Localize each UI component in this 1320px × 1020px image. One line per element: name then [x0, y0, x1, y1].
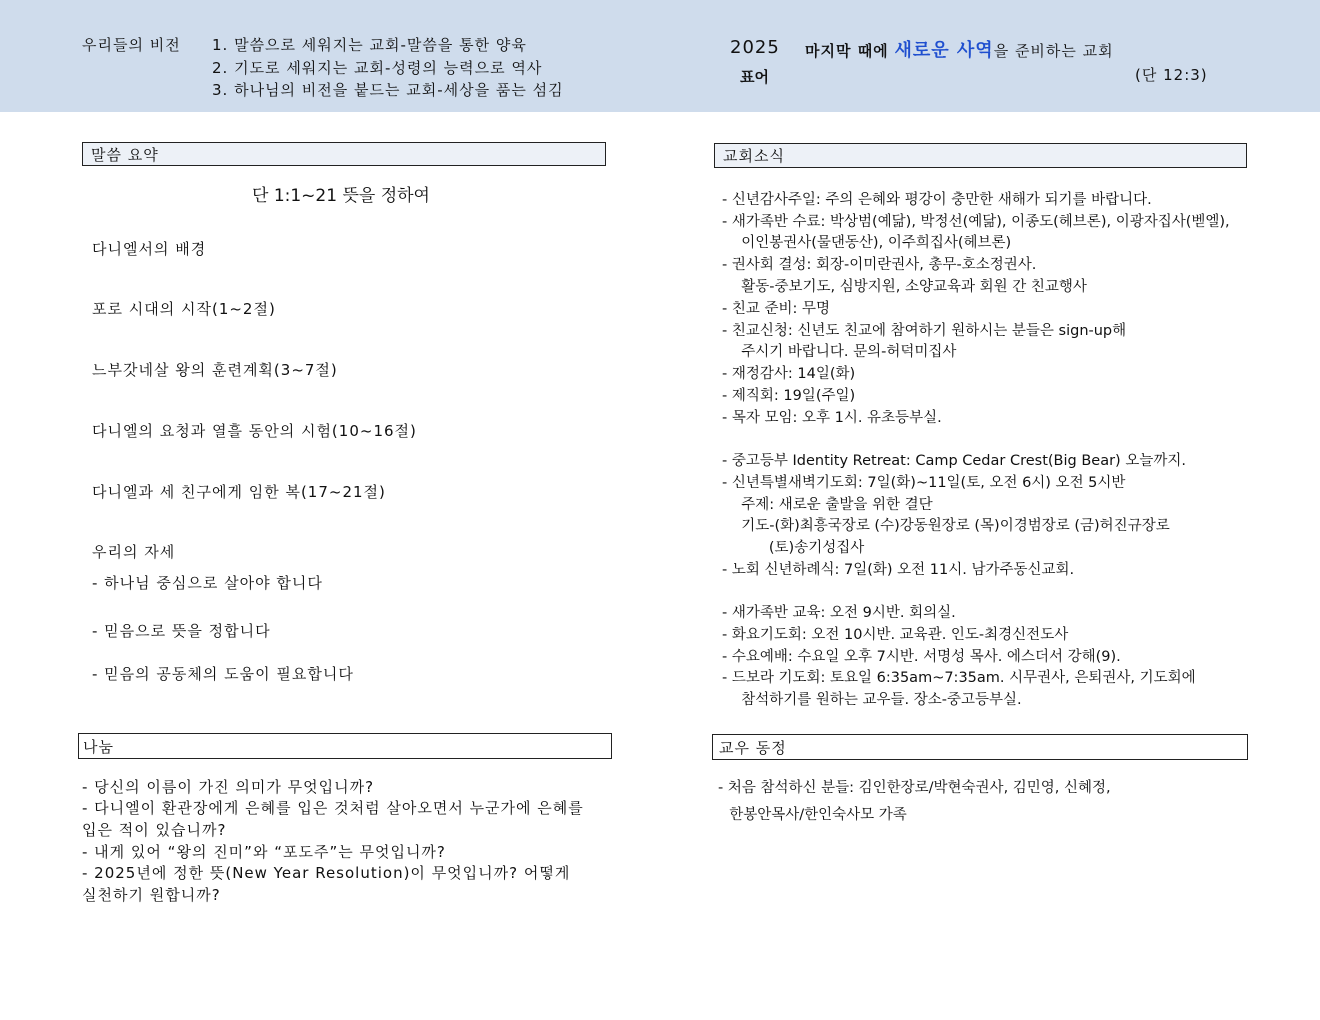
- news-line: - 신년특별새벽기도회: 7일(화)~11일(토, 오전 6시) 오전 5시반: [722, 475, 1126, 491]
- news-line: - 재정감사: 14일(화): [722, 366, 856, 382]
- news-line: - 새가족반 수료: 박상범(예닮), 박정선(예닮), 이종도(헤브론), 이광자집사(벧엘),: [722, 214, 1230, 230]
- sermon-point: 다니엘과 세 친구에게 임한 복(17~21절): [92, 483, 386, 501]
- news-line: - 친교신청: 신년도 친교에 참여하기 원하시는 분들은 sign-up해: [722, 323, 1127, 339]
- members-line: - 처음 참석하신 분들: 김인한장로/박현숙권사, 김민영, 신혜정,: [718, 780, 1111, 796]
- news-line: - 중고등부 Identity Retreat: Camp Cedar Crest(Big Bear) 오늘까지.: [722, 453, 1186, 469]
- news-line: 기도-(화)최흥국장로 (수)강동원장로 (목)이경범장로 (금)허진규장로: [732, 518, 1170, 534]
- attitude-title: 우리의 자세: [92, 543, 176, 561]
- news-line: - 신년감사주일: 주의 은혜와 평강이 충만한 새해가 되기를 바랍니다.: [722, 192, 1152, 208]
- news-line: (토)송기성집사: [732, 540, 865, 556]
- members-section-title: 교우 동정: [712, 734, 1248, 760]
- motto-reference: (단 12:3): [1135, 66, 1208, 84]
- news-line: - 제직회: 19일(주일): [722, 388, 856, 404]
- news-line: - 수요예배: 수요일 오후 7시반. 서명성 목사. 에스더서 강해(9).: [722, 649, 1121, 665]
- sharing-line: 실천하기 원합니까?: [82, 886, 221, 904]
- sermon-point: 포로 시대의 시작(1~2절): [92, 300, 276, 318]
- news-line: 주시기 바랍니다. 문의-허덕미집사: [732, 344, 957, 360]
- news-line: - 화요기도회: 오전 10시반. 교육관. 인도-최경신전도사: [722, 627, 1069, 643]
- motto-post: 을 준비하는 교회: [993, 42, 1114, 60]
- header-band: [0, 0, 1320, 112]
- news-line: - 노회 신년하례식: 7일(화) 오전 11시. 남가주동신교회.: [722, 562, 1075, 578]
- members-line: 한봉안목사/한인숙사모 가족: [720, 807, 907, 823]
- sharing-line: - 2025년에 정한 뜻(New Year Resolution)이 무엇입니까? 어떻게: [82, 864, 571, 882]
- vision-item: 3. 하나님의 비전을 붙드는 교회-세상을 품는 섬김: [212, 81, 564, 99]
- sermon-point: 다니엘의 요청과 열흘 동안의 시험(10~16절): [92, 422, 417, 440]
- news-line: - 친교 준비: 무명: [722, 301, 830, 317]
- sharing-line: - 내게 있어 “왕의 진미”와 “포도주”는 무엇입니까?: [82, 843, 446, 861]
- sermon-title: 단 1:1~21 뜻을 정하여: [252, 186, 430, 206]
- attitude-item: - 믿음의 공동체의 도움이 필요합니다: [92, 665, 354, 683]
- news-line: - 드보라 기도회: 토요일 6:35am~7:35am. 시무권사, 은퇴권사, 기도회에: [722, 670, 1196, 686]
- news-line: - 목자 모임: 오후 1시. 유초등부실.: [722, 410, 942, 426]
- motto-text: [805, 36, 1114, 62]
- news-line: 참석하기를 원하는 교우들. 장소-중고등부실.: [732, 692, 1022, 708]
- news-line: - 새가족반 교육: 오전 9시반. 회의실.: [722, 605, 956, 621]
- vision-item: 2. 기도로 세워지는 교회-성령의 능력으로 역사: [212, 59, 543, 77]
- sermon-section-title: 말씀 요약: [82, 142, 606, 166]
- motto-pre: 마지막 때에: [805, 42, 889, 60]
- news-line: - 권사회 결성: 회장-이미란권사, 총무-호소정권사.: [722, 257, 1037, 273]
- vision-label: 우리들의 비전: [82, 36, 181, 54]
- sermon-point: 다니엘서의 배경: [92, 240, 207, 258]
- news-line: 이인봉권사(물댄동산), 이주희집사(헤브론): [732, 235, 1012, 251]
- news-line: 주제: 새로운 출발을 위한 결단: [732, 497, 933, 513]
- motto-highlight: 새로운 사역: [894, 40, 994, 61]
- attitude-item: - 하나님 중심으로 살아야 합니다: [92, 574, 323, 592]
- attitude-item: - 믿음으로 뜻을 정합니다: [92, 622, 271, 640]
- vision-item: 1. 말씀으로 세워지는 교회-말씀을 통한 양육: [212, 36, 527, 54]
- news-line: 활동-중보기도, 심방지원, 소양교육과 회원 간 친교행사: [732, 279, 1087, 295]
- sharing-section-title: 나눔: [78, 733, 612, 759]
- sharing-line: - 당신의 이름이 가진 의미가 무엇입니까?: [82, 778, 375, 796]
- sermon-point: 느부갓네살 왕의 훈련계획(3~7절): [92, 361, 338, 379]
- sharing-line: - 다니엘이 환관장에게 은혜를 입은 것처럼 살아오면서 누군가에 은혜를: [82, 799, 584, 817]
- motto-label: 표어: [740, 68, 769, 86]
- sharing-line: 입은 적이 있습니까?: [82, 821, 227, 839]
- motto-year: 2025: [730, 37, 780, 58]
- news-section-title: 교회소식: [714, 143, 1247, 168]
